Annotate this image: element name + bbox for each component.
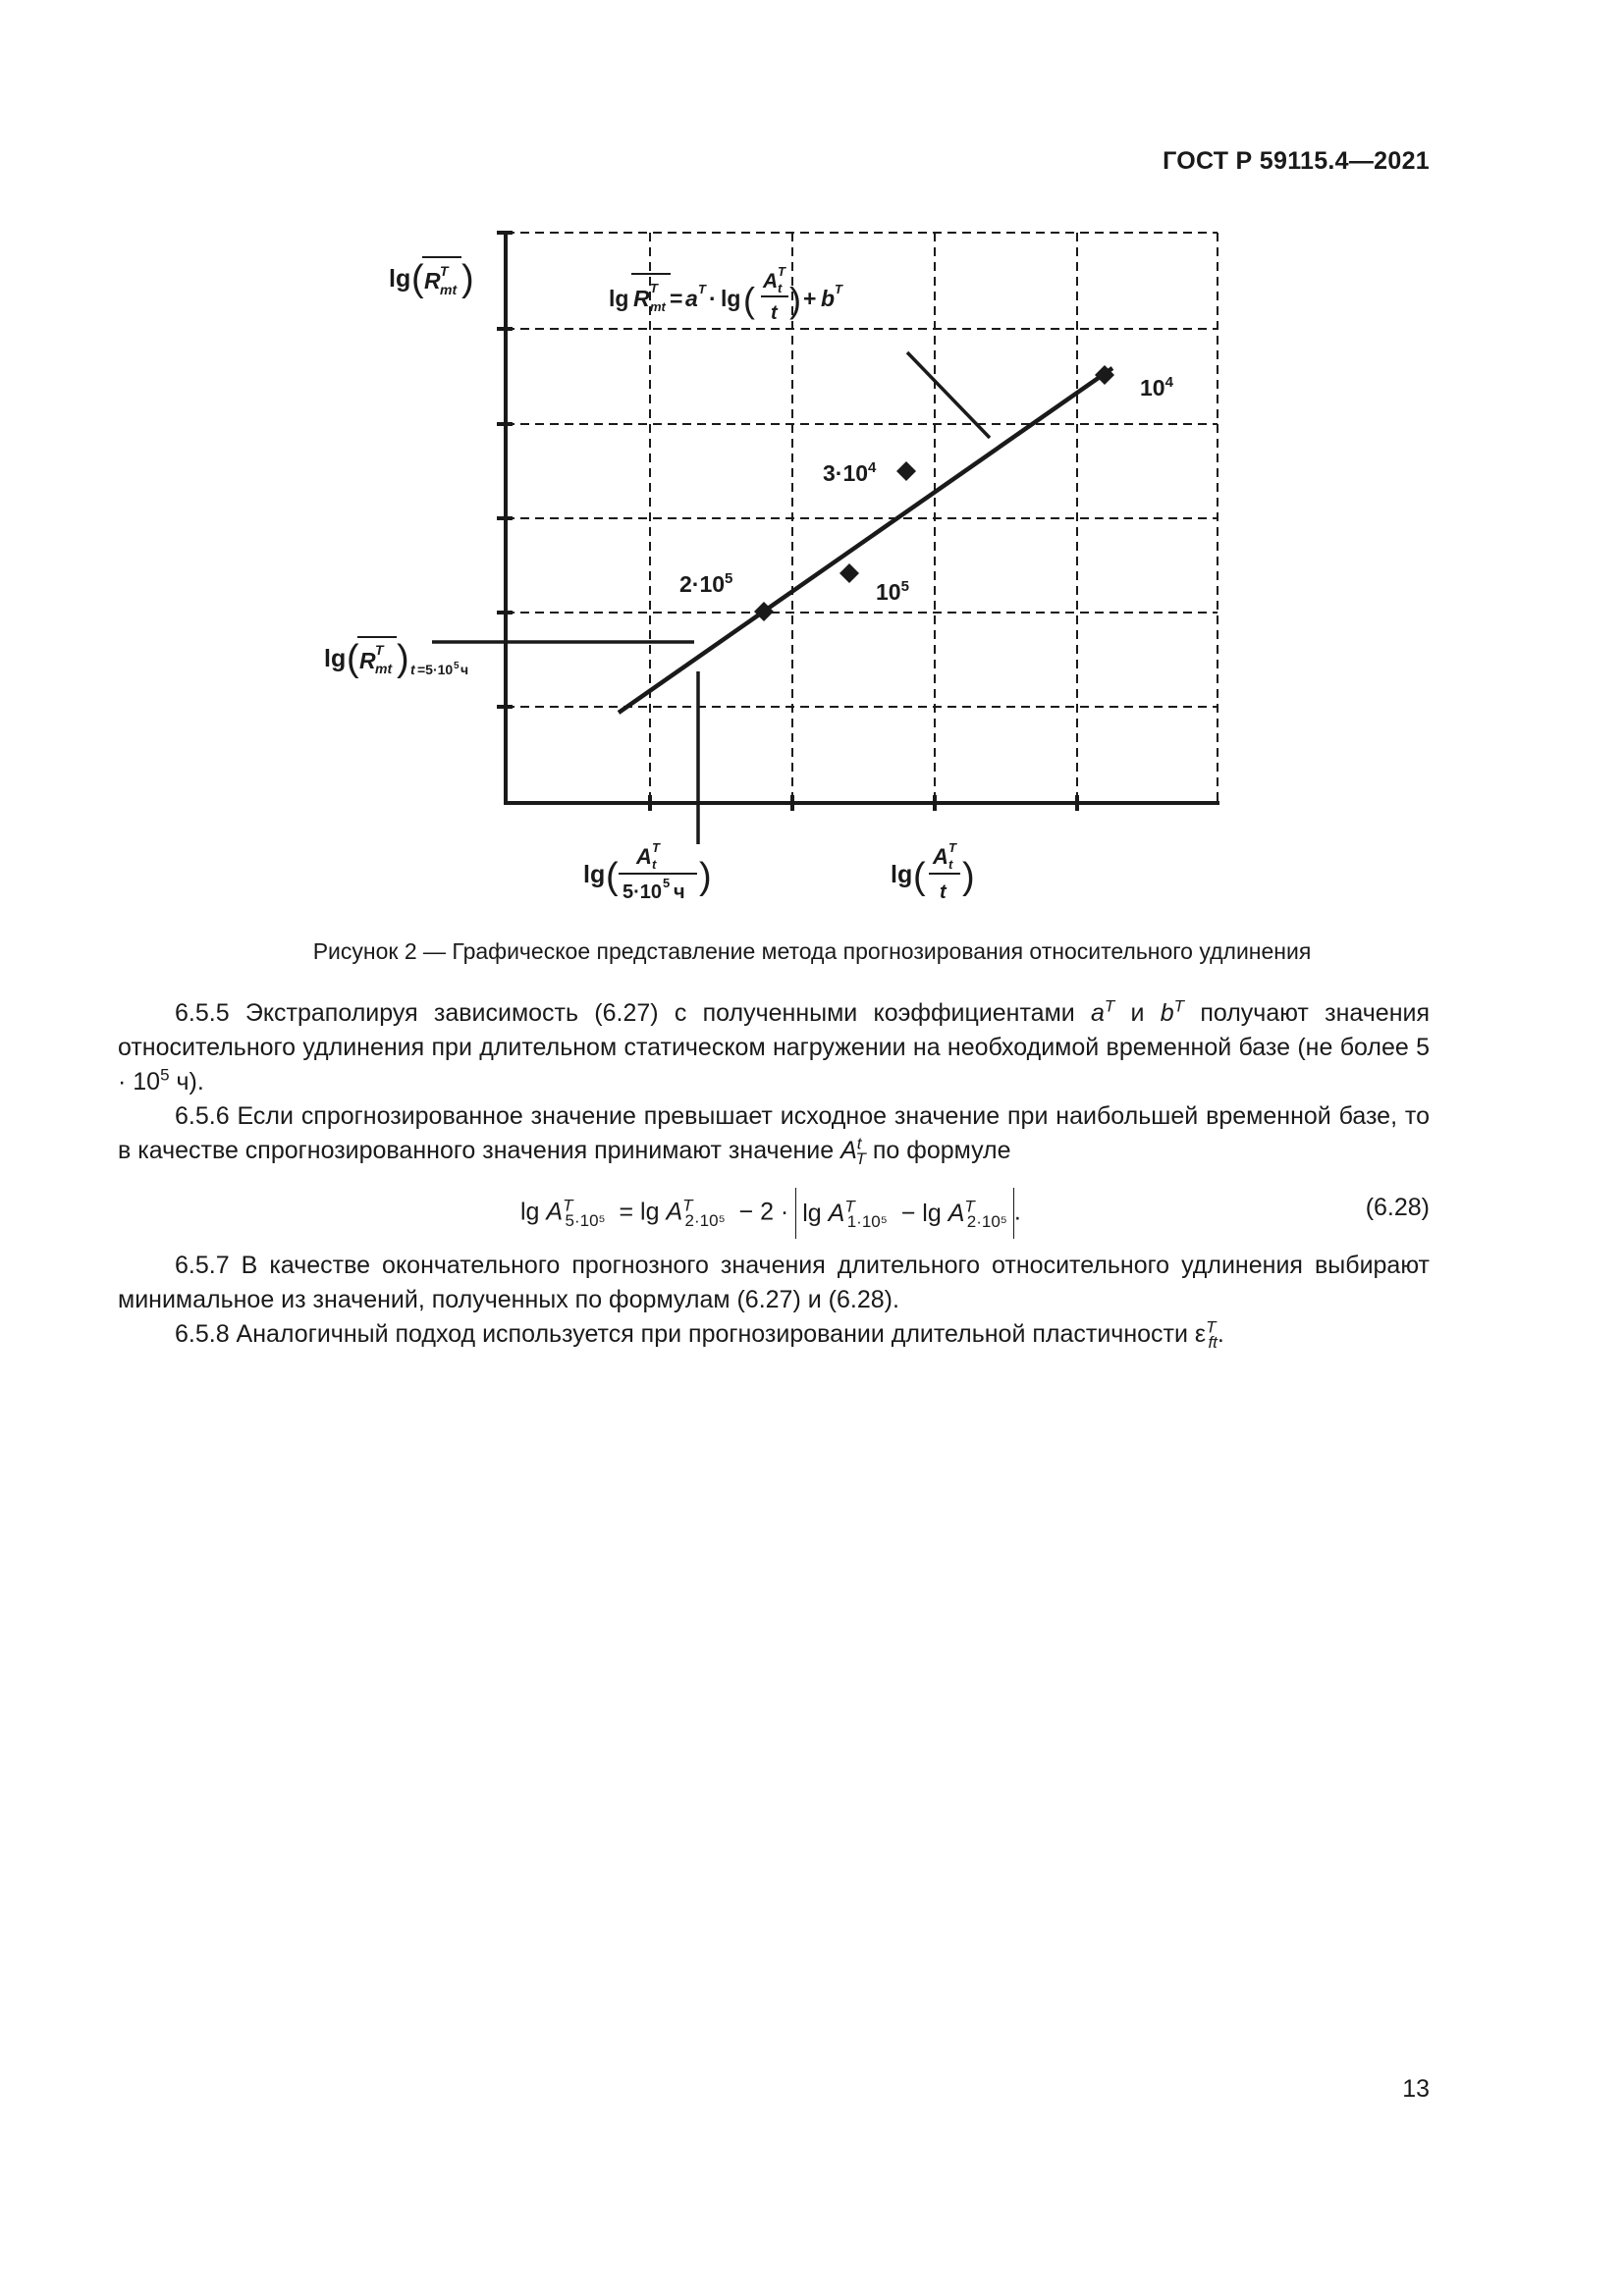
regression-line (619, 368, 1112, 713)
svg-text:lg: lg (389, 265, 411, 293)
svg-text:t: t (778, 281, 783, 295)
svg-text:(: ( (606, 856, 619, 897)
svg-text:5: 5 (454, 661, 460, 671)
svg-text:5: 5 (663, 876, 671, 890)
point-label-1e4: $10^4$ (1140, 374, 1173, 400)
svg-text:T: T (440, 263, 449, 279)
grid (506, 233, 1218, 803)
svg-text:(: ( (411, 258, 424, 299)
svg-text:R: R (633, 286, 650, 311)
svg-text:b: b (821, 286, 836, 311)
point-1e5 (839, 563, 859, 583)
page-number: 13 (1402, 2075, 1430, 2103)
svg-text:): ) (397, 638, 409, 679)
document-code: ГОСТ Р 59115.4—2021 (1163, 147, 1430, 175)
svg-text:ч: ч (460, 662, 469, 677)
svg-text:mt: mt (375, 661, 393, 676)
svg-text:T: T (652, 840, 660, 855)
svg-text:+: + (803, 286, 817, 311)
svg-text:mt: mt (650, 299, 666, 314)
svg-text:(: ( (347, 638, 359, 679)
y-axis-label (389, 257, 474, 299)
svg-text:5·10: 5·10 (623, 881, 663, 903)
svg-text:=: = (670, 286, 683, 311)
svg-text:R: R (359, 648, 376, 673)
svg-text:): ) (789, 280, 801, 320)
svg-text:ч: ч (674, 881, 685, 903)
svg-text:T: T (778, 264, 785, 279)
svg-text:T: T (698, 282, 706, 296)
svg-text:A: A (933, 844, 948, 869)
point-label-1e5: $10^5$ (876, 578, 909, 605)
point-3e4 (896, 461, 916, 481)
svg-text:lg: lg (891, 861, 913, 888)
svg-text:(: ( (913, 856, 926, 897)
svg-text:): ) (461, 258, 474, 299)
svg-text:a: a (685, 286, 698, 311)
formula-6-28 (0, 1184, 1624, 1243)
svg-text:): ) (962, 856, 975, 897)
svg-text:t: t (948, 857, 953, 872)
svg-text:t: t (410, 662, 415, 677)
svg-text:t: t (771, 302, 778, 324)
svg-text:mt: mt (440, 282, 458, 297)
regression-equation (609, 264, 843, 324)
forecast-figure (0, 0, 1624, 942)
x-marker-label (583, 840, 712, 903)
paragraph-6-5-8: 6.5.8 Аналогичный подход используется при прогнозировании длительной пластичности $\varepsilon^T_{ft}$. (175, 1317, 1224, 1352)
absolute-value: $\lg A^T_{1\cdot 10^5} - \lg A^T_{2\cdot 10^5}$ (795, 1188, 1014, 1239)
formula-expression: $\lg A^T_{5\cdot 10^5} = \lg A^T_{2\cdot 10^5} - 2 \cdot \lg A^T_{1\cdot 10^5} - \lg A^T_{2\cdot 10^5}$ . (520, 1188, 1021, 1239)
svg-text:t: t (652, 857, 657, 872)
point-label-2e5: $2\cdot 10^5$ (679, 570, 733, 597)
paragraph-6-5-7: 6.5.7 В качестве окончательного прогнозного значения длительного относительного удлинения выбирают минимальное из значений, полученных по формулам (6.27) и (6.28). (118, 1252, 1430, 1313)
svg-text:T: T (835, 282, 842, 296)
figure-caption: Рисунок 2 — Графическое представление метода прогнозирования относительного удлинения (312, 938, 1312, 964)
svg-text:lg: lg (609, 286, 629, 311)
svg-text:A: A (763, 270, 779, 293)
paragraph-6-5-6: 6.5.6 Если спрогнозированное значение превышает исходное значение при наибольшей временной базе, то в качестве спрогнозированного значения принимают значение $A^t_T$ по формуле (118, 1102, 1430, 1168)
svg-text:A: A (636, 844, 652, 869)
svg-text:T: T (375, 642, 384, 658)
svg-text:t: t (940, 881, 947, 903)
paragraph-6-5-5: 6.5.5 Экстраполируя зависимость (6.27) с полученными коэффициентами $a^T$ и $b^T$ получают значения относительного удлинения при длительном статическом нагружении на необходимой временной базе (не более $5 \cdot 10^5$ ч). (118, 996, 1430, 1095)
svg-text:): ) (699, 856, 712, 897)
formula-number: (6.28) (1365, 1194, 1430, 1221)
svg-text:lg: lg (324, 645, 347, 672)
x-axis-label (891, 840, 975, 903)
point-label-3e4: $3\cdot 10^4$ (823, 459, 877, 486)
svg-text:lg: lg (583, 861, 606, 888)
svg-text:(: ( (743, 280, 755, 320)
svg-text:·: · (709, 286, 717, 311)
svg-text:T: T (650, 281, 658, 295)
svg-text:=5·10: =5·10 (417, 662, 454, 677)
svg-text:R: R (424, 268, 441, 294)
svg-text:lg: lg (721, 286, 741, 311)
svg-text:T: T (948, 840, 956, 855)
